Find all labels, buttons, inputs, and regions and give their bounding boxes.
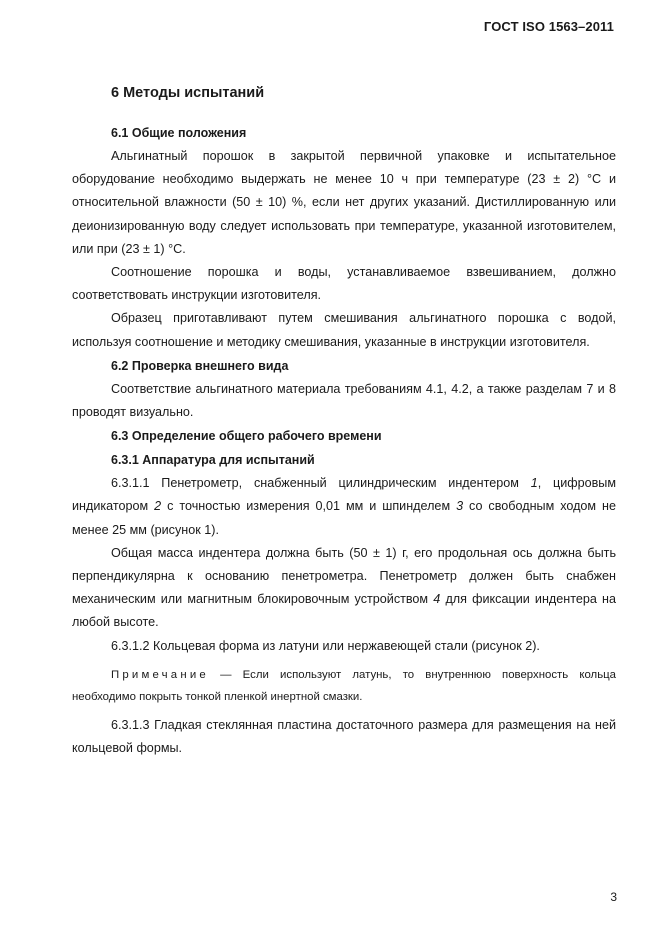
section-6-2-heading: 6.2 Проверка внешнего вида: [111, 358, 289, 373]
section-6-3-heading: 6.3 Определение общего рабочего времени: [111, 429, 382, 444]
text-run: для фиксации индентера на любой высоте.: [72, 592, 616, 630]
note-text: — Если используют латунь, то внутреннюю поверхность кольца необходимо покрыть тонкой пленкой инертной смазки.: [72, 668, 616, 703]
text-run: , цифровым индикатором: [72, 476, 616, 514]
text-run: Общая масса индентера должна быть (50 ± 1) г, его продольная ось должна быть перпендикулярна к основанию пенетрометра. Пенетрометр должен быть снабжен механическим или магнитным блокировочным устройством: [72, 545, 616, 607]
item-number: 1: [530, 476, 538, 491]
item-number: 2: [154, 499, 162, 514]
section-6-heading: 6 Методы испытаний: [111, 85, 265, 101]
text-run: со свободным ходом не менее 25 мм (рисунок 1).: [72, 499, 616, 537]
note-label: Примечание: [111, 668, 209, 681]
page-content: [72, 84, 616, 760]
section-6-1-paragraph-1: Альгинатный порошок в закрытой первичной упаковке и испытательное оборудование необходимо выдержать не менее 10 ч при температуре (23 ± 2) °С и относительной влажности (50 ± 10) %, если нет других указаний. Дистиллированную или деионизированную воду следует использовать при температуре, указанной изготовителем, или при (23 ± 1) °С.: [72, 149, 616, 256]
document-code: ГОСТ ISO 1563–2011: [483, 19, 614, 34]
section-6-1-paragraph-2: Соотношение порошка и воды, устанавливаемое взвешиванием, должно соответствовать инструкции изготовителя.: [72, 265, 616, 303]
section-6-3-1-heading: 6.3.1 Аппаратура для испытаний: [111, 453, 315, 468]
item-number: 3: [456, 499, 464, 514]
section-6-1-paragraph-3: Образец приготавливают путем смешивания альгинатного порошка с водой, используя соотношение и методику смешивания, указанные в инструкции изготовителя.: [72, 311, 616, 349]
page-number: 3: [610, 890, 617, 904]
text-run: 6.3.1.1 Пенетрометр, снабженный цилиндрическим индентером: [111, 476, 531, 491]
section-6-1-heading: 6.1 Общие положения: [111, 126, 247, 140]
section-6-3-1-3-paragraph: 6.3.1.3 Гладкая стеклянная пластина достаточного размера для размещения на ней кольцевой формы.: [72, 717, 616, 756]
section-6-3-1-2-paragraph: 6.3.1.2 Кольцевая форма из латуни или нержавеющей стали (рисунок 2).: [111, 638, 540, 653]
note-paragraph: [72, 664, 616, 708]
section-6-2-paragraph-1: Соответствие альгинатного материала требованиям 4.1, 4.2, а также разделам 7 и 8 проводят визуально.: [72, 381, 616, 420]
text-run: с точностью измерения 0,01 мм и шпинделем: [161, 499, 457, 514]
indenter-mass-paragraph: [72, 542, 616, 635]
item-number: 4: [433, 592, 441, 607]
section-6-3-1-1-paragraph: [72, 472, 616, 542]
